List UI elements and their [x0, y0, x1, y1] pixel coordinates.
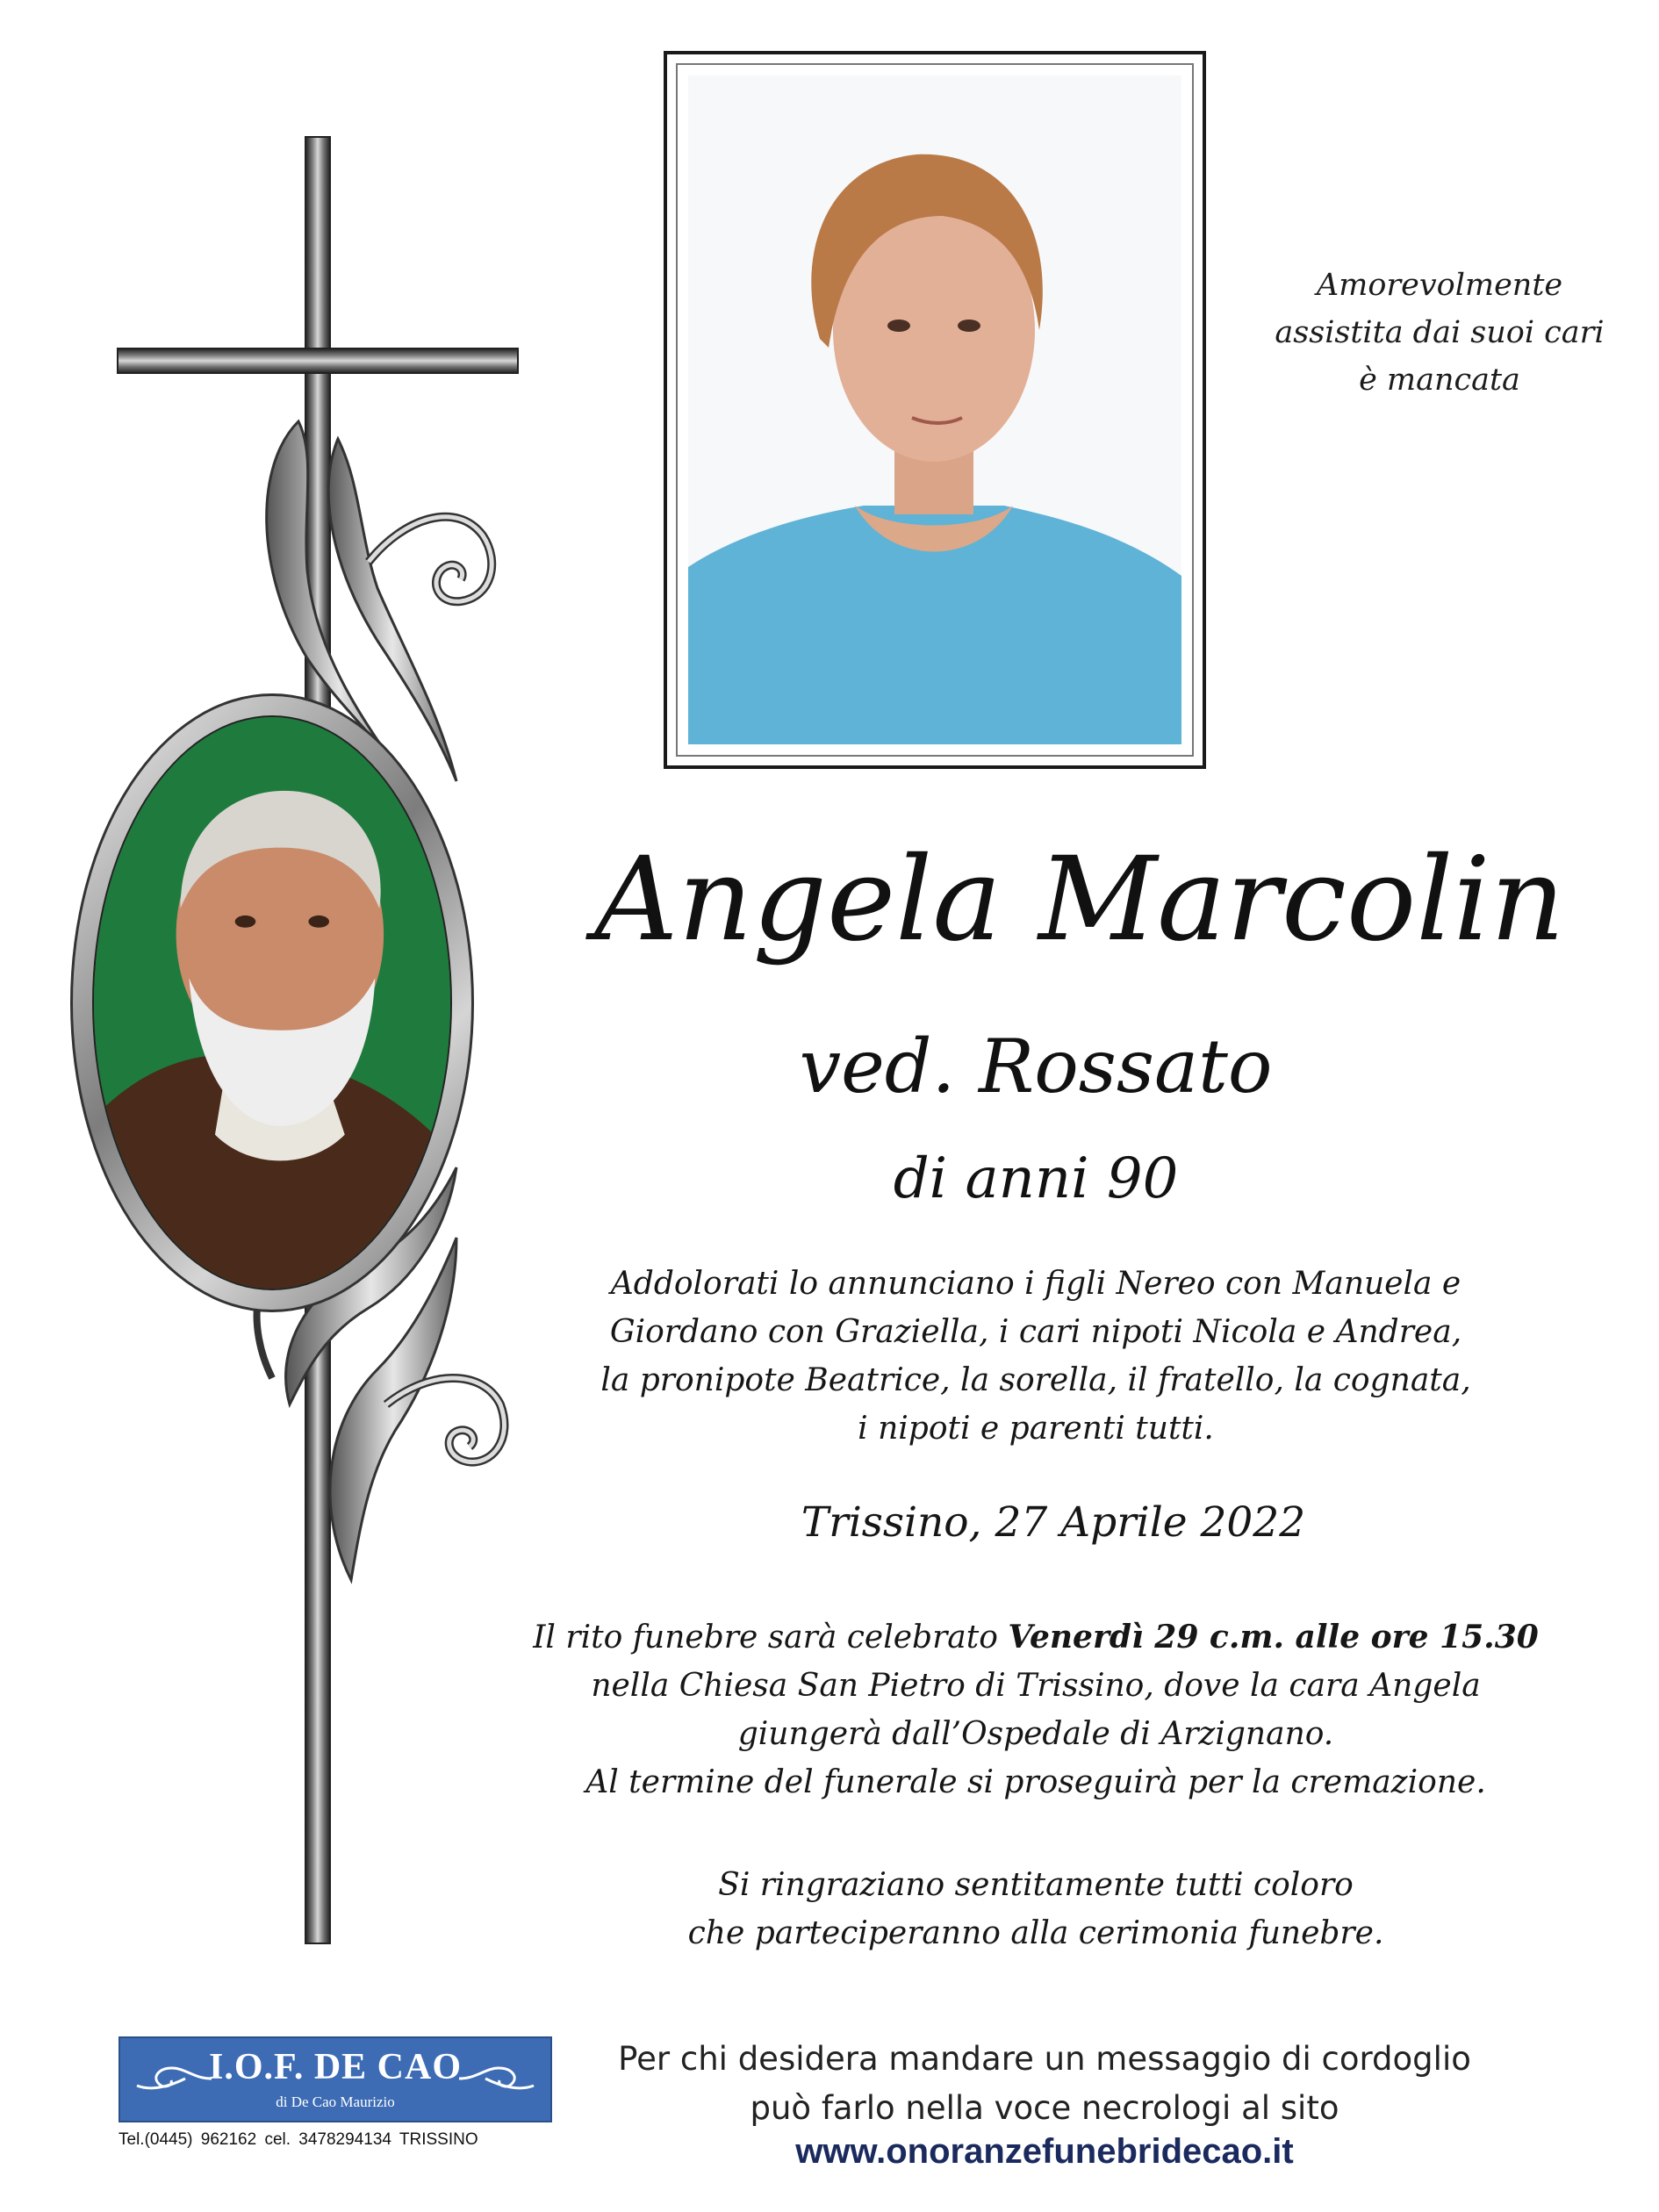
announcement-line: i nipoti e parenti tutti. [858, 1411, 1214, 1447]
thanks-line: che parteciperanno alla cerimonia funebre. [687, 1915, 1384, 1951]
funeral-line: giungerà dall’Ospedale di Arzignano. [737, 1716, 1334, 1752]
thanks [614, 1861, 1457, 1957]
saint-medallion [70, 693, 474, 1312]
portrait-photo [688, 75, 1181, 744]
funeral-line [527, 1613, 1545, 1662]
agency-logo [118, 2036, 552, 2122]
website-link[interactable]: www.onoranzefunebridecao.it [795, 2132, 1294, 2171]
cross-bar [117, 348, 519, 374]
age: di anni 90 [893, 1146, 1179, 1211]
side-note-line: assistita dai suoi cari [1275, 315, 1605, 350]
side-note-line: Amorevolmente [1316, 268, 1563, 303]
condolence-line: può farlo nella voce necrologi al sito [750, 2089, 1339, 2127]
condolence-message [579, 2035, 1510, 2133]
thanks-line: Si ringraziano sentitamente tutti coloro [718, 1867, 1354, 1903]
deceased-name: Angela Marcolin [594, 832, 1565, 967]
funeral-line: nella Chiesa San Pietro di Trissino, dove la cara Angela [591, 1668, 1481, 1704]
funeral-intro: Il rito funebre sarà celebrato [533, 1620, 1009, 1655]
logo-title: I.O.F. DE CAO [209, 2047, 462, 2087]
funeral-details [527, 1613, 1545, 1806]
condolence-line: Per chi desidera mandare un messaggio di cordoglio [618, 2040, 1471, 2078]
funeral-datetime: Venerdì 29 c.m. alle ore 15.30 [1008, 1619, 1539, 1655]
logo-subtitle: di De Cao Maurizio [276, 2094, 395, 2110]
portrait-frame [664, 51, 1206, 769]
announcement-line: Giordano con Graziella, i cari nipoti Nicola e Andrea, [609, 1314, 1462, 1350]
place-date: Trissino, 27 Aprile 2022 [801, 1498, 1306, 1547]
funeral-line: Al termine del funerale si proseguirà per la cremazione. [585, 1764, 1486, 1800]
announcement [562, 1260, 1510, 1453]
saint-portrait [92, 715, 452, 1290]
side-note-line: è mancata [1359, 363, 1520, 398]
agency-contacts: Tel.(0445) 962162 cel. 3478294134 TRISSINO [118, 2130, 478, 2149]
widow-of: ved. Rossato [799, 1023, 1273, 1110]
announcement-line: la pronipote Beatrice, la sorella, il fratello, la cognata, [600, 1362, 1471, 1398]
side-note [1246, 262, 1633, 404]
announcement-line: Addolorati lo annunciano i figli Nereo con Manuela e [610, 1266, 1462, 1302]
